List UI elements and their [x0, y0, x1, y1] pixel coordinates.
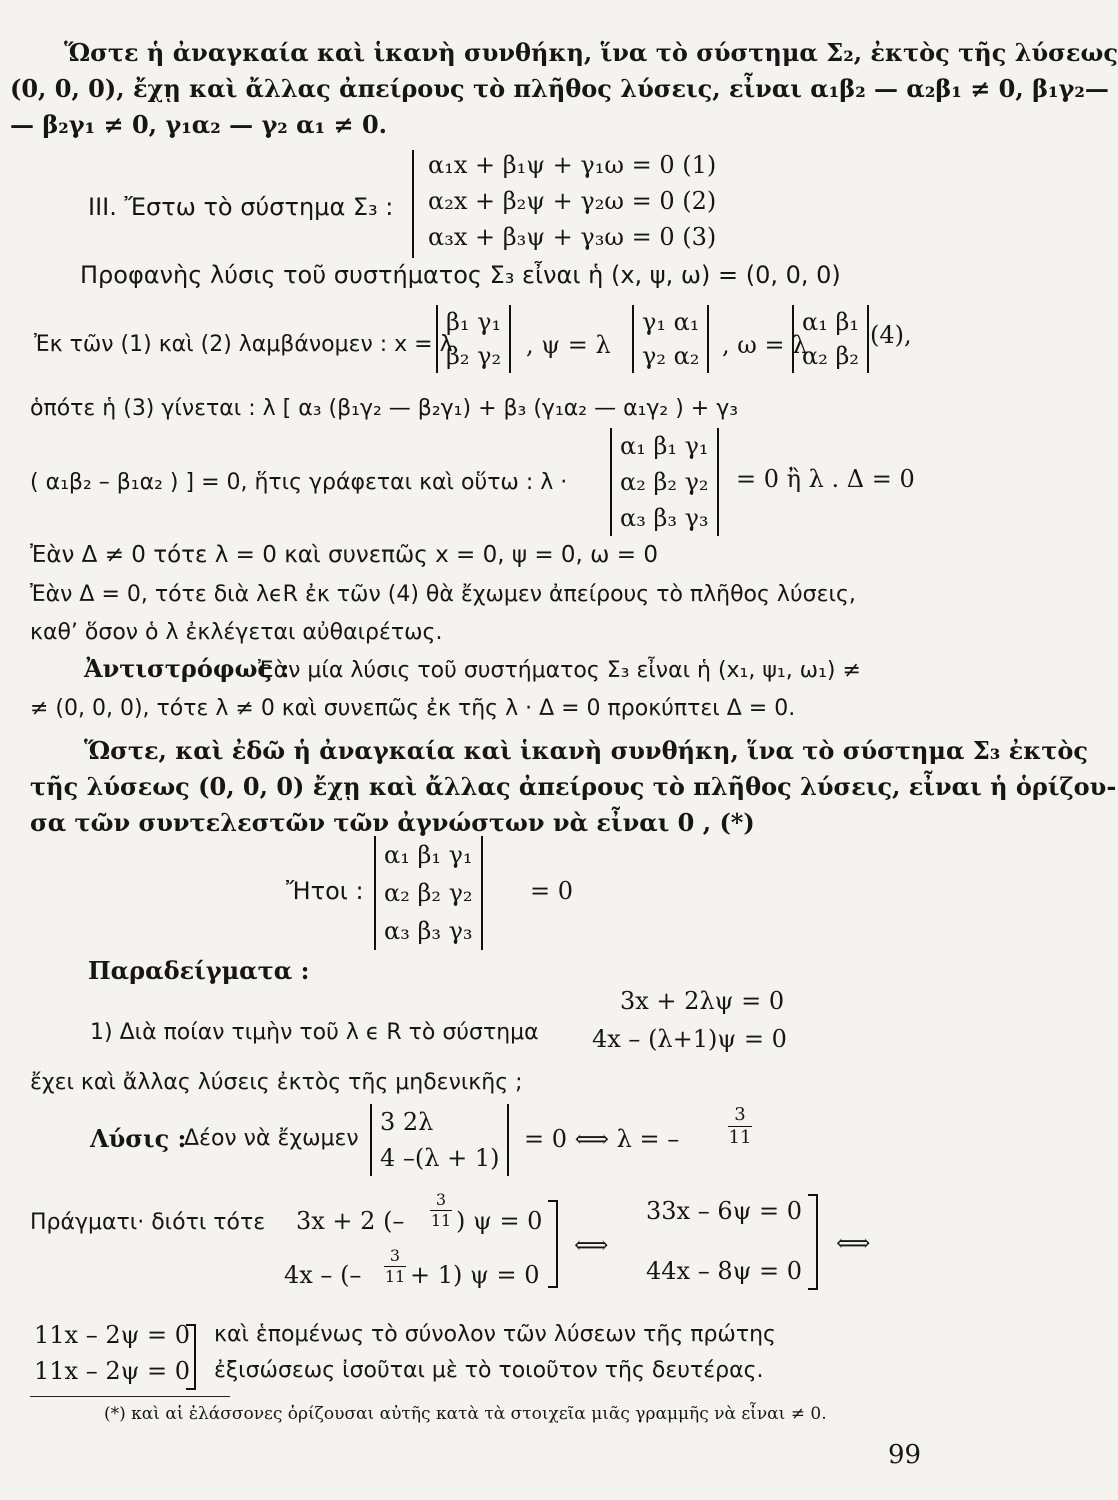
psi-label: , ψ = λ	[526, 331, 611, 359]
solution-lead: Δέον νὰ ἔχωμεν	[184, 1126, 359, 1151]
det-omega-row2: α₂ β₂	[802, 342, 859, 370]
solution-tail: = 0 ⟺ λ = –	[524, 1125, 680, 1153]
determinant-x	[436, 305, 511, 373]
example1-eq2: 4x – (λ+1)ψ = 0	[592, 1025, 787, 1053]
indeed-eq1-den: 11	[430, 1211, 452, 1230]
determinant-solution	[370, 1104, 509, 1176]
indeed-eq2-den: 11	[384, 1267, 406, 1286]
converse-text: Ἐὰν μία λύσις τοῦ συστήματος Σ₃ εἶναι ἡ (x₁, ψ₁, ω₁) ≠	[258, 658, 861, 683]
final-eq2: 11x – 2ψ = 0	[34, 1357, 191, 1385]
indeed-right-eq1: 33x – 6ψ = 0	[646, 1197, 803, 1225]
indeed-eq1-num: 3	[435, 1190, 447, 1209]
det-psi-row1: γ₁ α₁	[642, 308, 700, 336]
page-number: 99	[888, 1440, 922, 1470]
paragraph1-line3: — β₂γ₁ ≠ 0, γ₁α₂ — γ₂ α₁ ≠ 0.	[10, 110, 388, 139]
system3-eq3: α₃x + β₃ψ + γ₃ω = 0 (3)	[428, 223, 717, 251]
case-delta-nonzero: Ἐὰν Δ ≠ 0 τότε λ = 0 καὶ συνεπῶς x = 0, ψ = 0, ω = 0	[30, 542, 658, 568]
paragraph2-line2: τῆς λύσεως (0, 0, 0) ἔχῃ καὶ ἄλλας ἀπείρους τὸ πλῆθος λύσεις, εἶναι ἡ ὁρίζου-	[30, 772, 1117, 801]
solution-denominator: 11	[728, 1127, 752, 1148]
indeed-right-eq2: 44x – 8ψ = 0	[646, 1257, 803, 1285]
final-eq1: 11x – 2ψ = 0	[34, 1321, 191, 1349]
indeed-eq2-b: + 1) ψ = 0	[410, 1261, 540, 1289]
indeed-brace-right-system	[808, 1194, 818, 1290]
indeed-eq1-fraction	[430, 1190, 452, 1231]
final-text-line2: ἐξισώσεως ἰσοῦται μὲ τὸ τοιοῦτον τῆς δευτέρας.	[214, 1358, 764, 1383]
det-omega-row1: α₁ β₁	[802, 308, 859, 336]
det-x-row1: β₁ γ₁	[446, 308, 502, 336]
itoi-label: Ἤτοι :	[286, 877, 364, 905]
final-brace	[186, 1324, 196, 1390]
determinant-psi	[632, 305, 709, 373]
converse-text-cont: ≠ (0, 0, 0), τότε λ ≠ 0 καὶ συνεπῶς ἐκ τῆς λ · Δ = 0 προκύπτει Δ = 0.	[30, 696, 796, 721]
equivalence-arrow-1: ⟺	[574, 1231, 609, 1259]
det-x-row2: β₂ γ₂	[446, 342, 502, 370]
itoi-row3: α₃ β₃ γ₃	[384, 917, 473, 945]
solution-label: Λύσις :	[90, 1124, 187, 1153]
case-delta-zero-cont: καθ’ ὅσον ὁ λ ἐκλέγεται αὐθαιρέτως.	[30, 620, 443, 645]
itoi-row2: α₂ β₂ γ₂	[384, 879, 473, 907]
examples-title: Παραδείγματα :	[88, 956, 310, 985]
footnote: (*) καὶ αἱ ἐλάσσονες ὁρίζουσαι αὐτῆς κατὰ τὰ στοιχεῖα μιᾶς γραμμῆς νὰ εἶναι ≠ 0.	[104, 1404, 827, 1424]
indeed-lead: Πράγματι· διότι τότε	[30, 1210, 266, 1235]
case-delta-zero: Ἐὰν Δ = 0, τότε διὰ λϵR ἐκ τῶν (4) θὰ ἔχωμεν ἀπείρους τὸ πλῆθος λύσεις,	[30, 582, 856, 607]
solution-numerator: 3	[734, 1104, 746, 1125]
becomes-line: ὁπότε ἡ (3) γίνεται : λ [ α₃ (β₁γ₂ — β₂γ₁) + β₃ (γ₁α₂ — α₁γ₂ ) + γ₃	[30, 396, 739, 421]
converse-label: Ἀντιστρόφως :	[84, 654, 290, 683]
example1-eq1: 3x + 2λψ = 0	[620, 987, 785, 1015]
equation-tag-4: (4),	[870, 321, 912, 349]
paragraph1-line1: Ὥστε ἡ ἀναγκαία καὶ ἱκανὴ συνθήκη, ἵνα τὸ σύστημα Σ₂, ἐκτὸς τῆς λύσεως	[64, 38, 1118, 67]
system3-label: III. Ἔστω τὸ σύστημα Σ₃ :	[88, 193, 394, 221]
determinant-itoi	[374, 836, 483, 950]
determinant-delta	[610, 428, 719, 536]
indeed-eq1-a: 3x + 2 (–	[296, 1207, 405, 1235]
itoi-row1: α₁ β₁ γ₁	[384, 841, 473, 869]
paragraph1-line2: (0, 0, 0), ἔχῃ καὶ ἄλλας ἀπείρους τὸ πλῆθος λύσεις, εἶναι α₁β₂ — α₂β₁ ≠ 0, β₁γ₂—	[10, 74, 1109, 103]
determinant-omega	[792, 305, 869, 373]
indeed-brace-left-system	[548, 1200, 558, 1288]
solution-row1: 3 2λ	[380, 1108, 434, 1136]
solution-fraction	[728, 1104, 752, 1149]
system3-eq2: α₂x + β₂ψ + γ₂ω = 0 (2)	[428, 187, 717, 215]
indeed-eq2-fraction	[384, 1246, 406, 1287]
delta-row2: α₂ β₂ γ₂	[620, 468, 709, 496]
det-line-lead: ( α₁β₂ – β₁α₂ ) ] = 0, ἥτις γράφεται καὶ οὕτω : λ ·	[30, 470, 568, 495]
paragraph2-line3: σα τῶν συντελεστῶν τῶν ἀγνώστων νὰ εἶναι 0 , (*)	[30, 808, 755, 837]
delta-row1: α₁ β₁ γ₁	[620, 432, 709, 460]
system3-bar	[412, 150, 414, 258]
solution-row2: 4 –(λ + 1)	[380, 1144, 500, 1172]
footnote-rule	[30, 1396, 230, 1397]
indeed-eq2-num: 3	[389, 1246, 401, 1265]
indeed-eq2-a: 4x – (–	[284, 1261, 362, 1289]
itoi-tail: = 0	[530, 877, 574, 905]
system3-eq1: α₁x + β₁ψ + γ₁ω = 0 (1)	[428, 151, 717, 179]
example1-question-cont: ἔχει καὶ ἄλλας λύσεις ἐκτὸς τῆς μηδενικῆς ;	[30, 1070, 523, 1095]
paragraph2-line1: Ὥστε, καὶ ἐδῶ ἡ ἀναγκαία καὶ ἱκανὴ συνθήκη, ἵνα τὸ σύστημα Σ₃ ἐκτὸς	[84, 736, 1089, 765]
from12-lead: Ἐκ τῶν (1) καὶ (2) λαμβάνομεν : x = λ	[34, 332, 453, 357]
det-line-tail: = 0 ἢ λ . Δ = 0	[736, 465, 915, 493]
delta-row3: α₃ β₃ γ₃	[620, 504, 709, 532]
example1-question: 1) Διὰ ποίαν τιμὴν τοῦ λ ϵ R τὸ σύστημα	[90, 1020, 539, 1045]
det-psi-row2: γ₂ α₂	[642, 342, 700, 370]
equivalence-arrow-2: ⟺	[836, 1229, 871, 1257]
obvious-solution: Προφανὴς λύσις τοῦ συστήματος Σ₃ εἶναι ἡ (x, ψ, ω) = (0, 0, 0)	[80, 261, 841, 289]
omega-label: , ω = λ	[722, 331, 808, 359]
final-text-line1: καὶ ἑπομένως τὸ σύνολον τῶν λύσεων τῆς πρώτης	[214, 1322, 776, 1347]
indeed-eq1-b: ) ψ = 0	[456, 1207, 543, 1235]
